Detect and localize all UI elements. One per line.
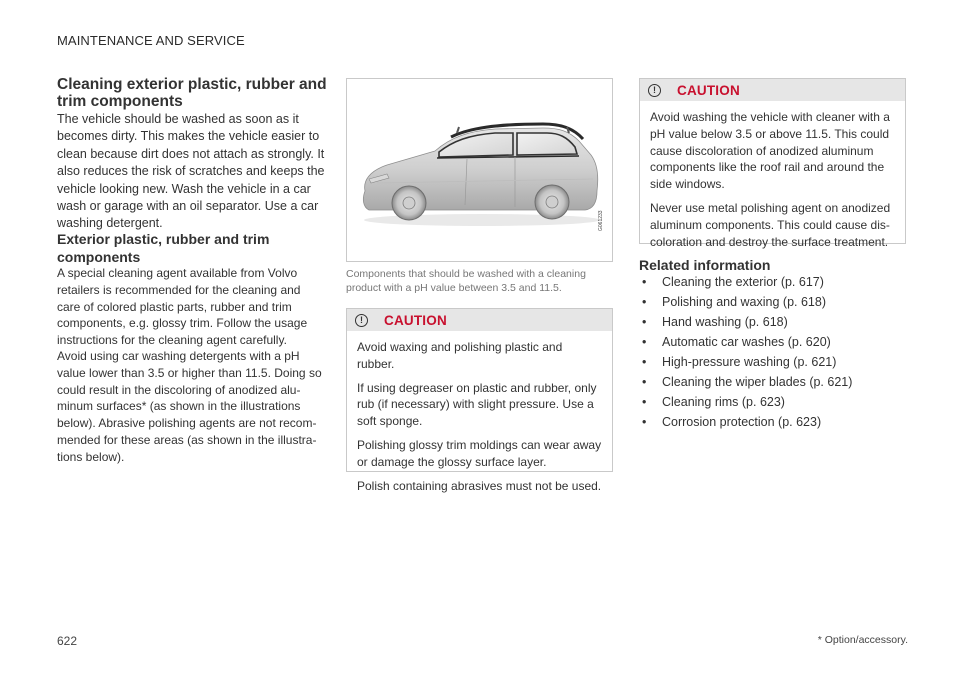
caution-box-ph <box>639 78 906 249</box>
bullet-icon: • <box>642 295 647 309</box>
caution-header <box>640 79 905 101</box>
section-header: MAINTENANCE AND SERVICE <box>57 33 245 48</box>
page-number: 622 <box>57 634 78 648</box>
related-link[interactable] <box>639 412 909 432</box>
subheading: Exterior plastic, rubber and trim components <box>57 231 270 265</box>
bullet-icon: • <box>642 355 647 369</box>
figure-code: G061233 <box>598 210 604 231</box>
figure-caption: Components that should be washed with a cleaning product with a pH value between 3.5 and 11.5. <box>346 268 586 294</box>
caution-title: CAUTION <box>677 82 740 98</box>
related-link-label: Cleaning rims (p. 623) <box>662 395 785 409</box>
caution-paragraph: Polish containing abrasives must not be used. <box>357 478 602 493</box>
footnote: * Option/accessory. <box>817 634 908 646</box>
related-link-label: Cleaning the wiper blades (p. 621) <box>662 375 853 389</box>
related-link[interactable] <box>639 292 909 312</box>
related-link-label: Corrosion protection (p. 623) <box>662 415 822 429</box>
caution-paragraph: Avoid washing the vehicle with cleaner with a pH value below 3.5 or above 11.5. This could cause discoloration of anodized aluminum components like the roof rail and around the side windows. <box>650 110 890 192</box>
related-link[interactable] <box>639 332 909 352</box>
related-information-heading: Related information <box>639 257 771 273</box>
related-link[interactable] <box>639 352 909 372</box>
related-link[interactable] <box>639 312 909 332</box>
intro-paragraph: The vehicle should be washed as soon as it becomes dirty. This makes the vehicle easier to clean because dirt does not attach as strongly. It also reduces the risk of scratches and keeps the vehicle looking new. Wash the vehicle in a car wash or garage with an oil separator. Use a car washing detergent. <box>57 112 325 231</box>
related-link[interactable] <box>639 272 909 292</box>
page-title: Cleaning exterior plastic, rubber and trim components <box>57 76 327 110</box>
body-paragraph-1: A special cleaning agent available from Volvo retailers is recommended for the cleaning and care of colored plastic parts, rubber and trim components, e.g. glossy trim. Follow the usage instructions for the cleaning agent carefully. <box>57 266 308 348</box>
caution-paragraph: Polishing glossy trim moldings can wear away or damage the glossy surface layer. <box>357 437 602 469</box>
related-link-label: Automatic car washes (p. 620) <box>662 335 831 349</box>
caution-body <box>347 331 612 502</box>
exclamation-circle-icon: ! <box>648 84 661 97</box>
car-side-illustration <box>347 79 612 261</box>
car-illustration-figure <box>346 78 613 262</box>
bullet-icon: • <box>642 415 647 429</box>
bullet-icon: • <box>642 275 647 289</box>
body-paragraph-2: Avoid using car washing detergents with a pH value lower than 3.5 or higher than 11.5. Doing so could result in the discoloring of anodized alu-minum surfaces* (as shown in the illustrations below). Abrasive polishing agents are not recom-mended for these areas (as shown in the illustra-tions below). <box>57 349 322 464</box>
related-information-list <box>639 272 909 432</box>
related-link-label: High-pressure washing (p. 621) <box>662 355 837 369</box>
related-link[interactable] <box>639 372 909 392</box>
caution-paragraph: If using degreaser on plastic and rubber, only rub (if necessary) with slight pressure. Use a soft sponge. <box>357 380 597 429</box>
bullet-icon: • <box>642 395 647 409</box>
caution-header <box>347 309 612 331</box>
exclamation-circle-icon: ! <box>355 314 368 327</box>
related-link-label: Hand washing (p. 618) <box>662 315 788 329</box>
caution-paragraph: Never use metal polishing agent on anodized aluminum components. This could cause dis-coloration and destroy the surface treatment. <box>650 200 891 249</box>
related-link[interactable] <box>639 392 909 412</box>
bullet-icon: • <box>642 335 647 349</box>
caution-title: CAUTION <box>384 312 447 328</box>
bullet-icon: • <box>642 375 647 389</box>
caution-paragraph: Avoid waxing and polishing plastic and rubber. <box>357 340 563 371</box>
related-link-label: Polishing and waxing (p. 618) <box>662 295 826 309</box>
related-link-label: Cleaning the exterior (p. 617) <box>662 275 824 289</box>
caution-body <box>640 101 905 258</box>
bullet-icon: • <box>642 315 647 329</box>
caution-box-plastic <box>346 308 613 493</box>
